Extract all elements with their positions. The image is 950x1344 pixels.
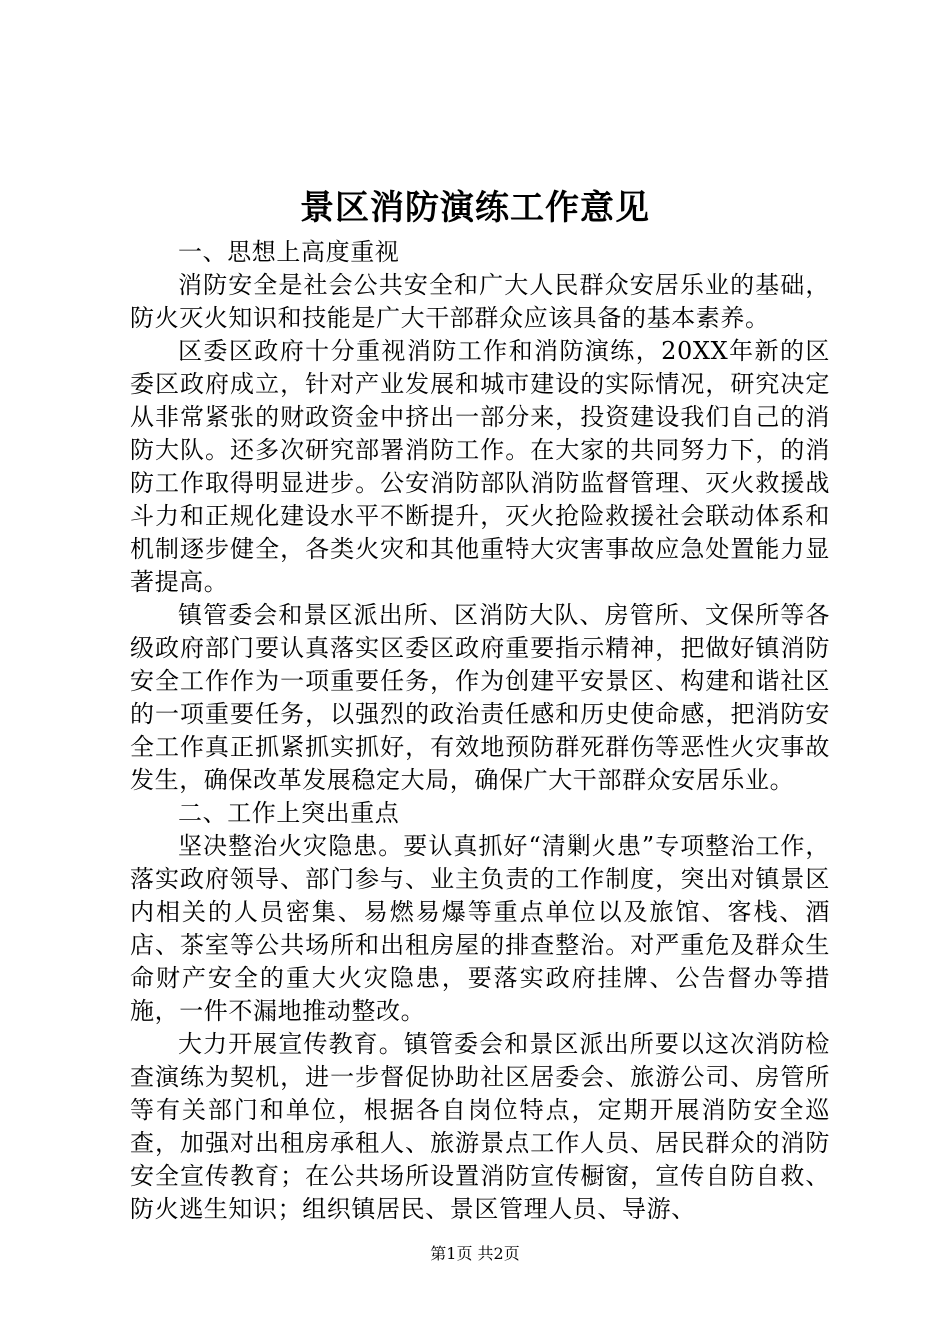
document-title: 景区消防演练工作意见 xyxy=(300,188,650,228)
paragraph: 大力开展宣传教育。镇管委会和景区派出所要以这次消防检查演练为契机，进一步督促协助社区居委会、旅游公司、房管所等有关部门和单位，根据各自岗位特点，定期开展消防安全巡查，加强对出租房承租人、旅游景点工作人员、居民群众的消防安全宣传教育；在公共场所设置消防宣传橱窗，宣传自防自救、防火逃生知识；组织镇居民、景区管理人员、导游、 xyxy=(130,1030,830,1223)
paragraph: 区委区政府十分重视消防工作和消防演练，20XX年新的区委区政府成立，针对产业发展和城市建设的实际情况，研究决定从非常紧张的财政资金中挤出一部分来，投资建设我们自己的消防大队。还多次研究部署消防工作。在大家的共同努力下，的消防工作取得明显进步。公安消防部队消防监督管理、灭火救援战斗力和正规化建设水平不断提升，灭火抢险救援社会联动体系和机制逐步健全，各类火灾和其他重特大灾害事故应急处置能力显著提高。 xyxy=(130,337,830,596)
section-1 xyxy=(130,236,830,797)
paragraph: 消防安全是社会公共安全和广大人民群众安居乐业的基础，防火灭火知识和技能是广大干部群众应该具备的基本素养。 xyxy=(130,271,830,332)
section-heading: 二、工作上突出重点 xyxy=(178,799,400,827)
page-number: 第1页 共2页 xyxy=(430,1244,520,1263)
paragraph: 坚决整治火灾隐患。要认真抓好“清剿火患”专项整治工作，落实政府领导、部门参与、业主负责的工作制度，突出对镇景区内相关的人员密集、易燃易爆等重点单位以及旅馆、客栈、酒店、茶室等公共场所和出租房屋的排查整治。对严重危及群众生命财产安全的重大火灾隐患，要落实政府挂牌、公告督办等措施，一件不漏地推动整改。 xyxy=(130,832,830,1025)
section-heading: 一、思想上高度重视 xyxy=(178,238,400,266)
document-body xyxy=(130,236,830,1226)
page-footer xyxy=(0,1242,950,1266)
paragraph: 镇管委会和景区派出所、区消防大队、房管所、文保所等各级政府部门要认真落实区委区政府重要指示精神，把做好镇消防安全工作作为一项重要任务，作为创建平安景区、构建和谐社区的一项重要任务，以强烈的政治责任感和历史使命感，把消防安全工作真正抓紧抓实抓好，有效地预防群死群伤等恶性火灾事故发生，确保改革发展稳定大局，确保广大干部群众安居乐业。 xyxy=(130,601,830,794)
section-2 xyxy=(130,797,830,1226)
